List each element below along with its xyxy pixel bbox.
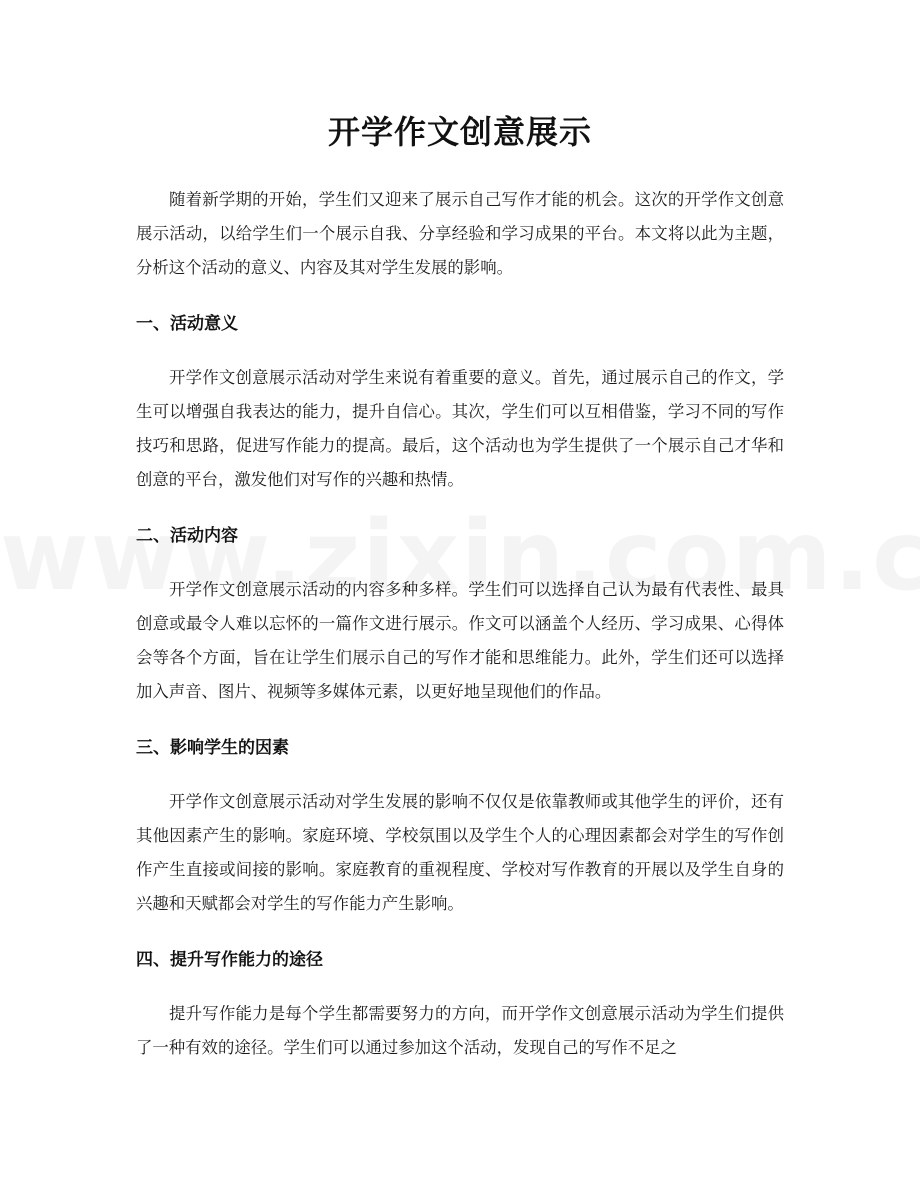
spacer	[136, 765, 784, 785]
section-heading-2: 二、活动内容	[136, 526, 238, 546]
spacer	[136, 497, 784, 519]
spacer	[136, 285, 784, 307]
page-title: 开学作文创意展示	[327, 113, 592, 151]
spacer	[136, 921, 784, 943]
intro-paragraph: 随着新学期的开始，学生们又迎来了展示自己写作才能的机会。这次的开学作文创意展示活动，以给学生们一个展示自我、分享经验和学习成果的平台。本文将以此为主题，分析这个活动的意义、内容及其对学生发展的影响。	[136, 190, 784, 277]
spacer	[136, 341, 784, 361]
section-body-1: 开学作文创意展示活动对学生来说有着重要的意义。首先，通过展示自己的作文，学生可以增强自我表达的能力，提升自信心。其次，学生们可以互相借鉴，学习不同的写作技巧和思路，促进写作能力的提高。最后，这个活动也为学生提供了一个展示自己才华和创意的平台，激发他们对写作的兴趣和热情。	[136, 368, 784, 489]
section-heading-4: 四、提升写作能力的途径	[136, 950, 323, 970]
section-heading-3: 三、影响学生的因素	[136, 738, 289, 758]
spacer	[136, 709, 784, 731]
document-body	[136, 183, 784, 1065]
section-body-3: 开学作文创意展示活动对学生发展的影响不仅仅是依靠教师或其他学生的评价，还有其他因素产生的影响。家庭环境、学校氛围以及学生个人的心理因素都会对学生的写作创作产生直接或间接的影响。家庭教育的重视程度、学校对写作教育的开展以及学生自身的兴趣和天赋都会对学生的写作能力产生影响。	[136, 792, 784, 913]
section-body-4: 提升写作能力是每个学生都需要努力的方向，而开学作文创意展示活动为学生们提供了一种有效的途径。学生们可以通过参加这个活动，发现自己的写作不足之	[136, 1004, 784, 1057]
spacer	[136, 553, 784, 573]
section-body-2: 开学作文创意展示活动的内容多种多样。学生们可以选择自己认为最有代表性、最具创意或最令人难以忘怀的一篇作文进行展示。作文可以涵盖个人经历、学习成果、心得体会等各个方面，旨在让学生们展示自己的写作才能和思维能力。此外，学生们还可以选择加入声音、图片、视频等多媒体元素，以更好地呈现他们的作品。	[136, 580, 784, 701]
section-heading-1: 一、活动意义	[136, 314, 238, 334]
spacer	[136, 977, 784, 997]
